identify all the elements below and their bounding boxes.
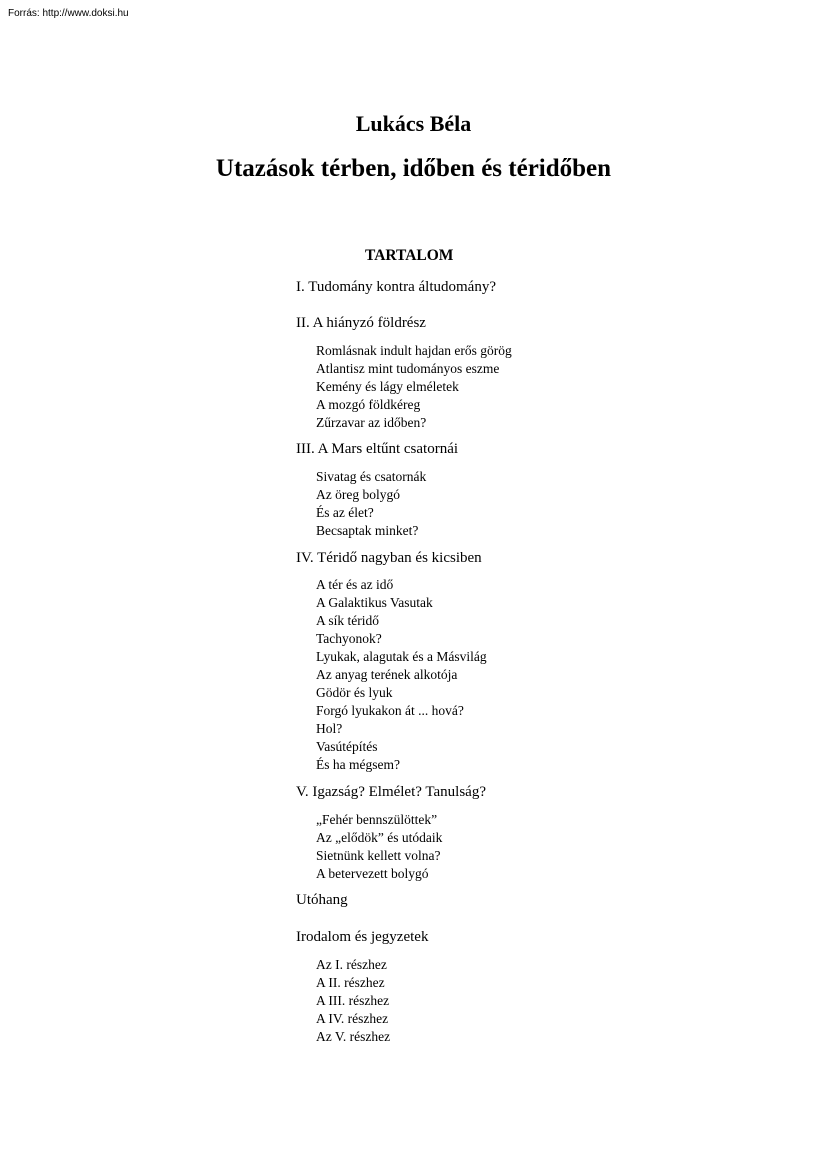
toc-item: Atlantisz mint tudományos eszme bbox=[316, 361, 500, 376]
toc-section-afterword: Utóhang bbox=[296, 892, 348, 908]
toc-item: Vasútépítés bbox=[316, 739, 378, 754]
toc-section-references: Irodalom és jegyzetek bbox=[296, 929, 429, 945]
toc-item: A IV. részhez bbox=[316, 1011, 389, 1026]
toc-item: Sivatag és csatornák bbox=[316, 469, 427, 484]
toc-item: Az „elődök” és utódaik bbox=[316, 830, 443, 845]
toc-section-1: I. Tudomány kontra áltudomány? bbox=[296, 279, 496, 295]
toc-item: Az I. részhez bbox=[316, 957, 387, 972]
toc-section-3: III. A Mars eltűnt csatornái bbox=[296, 441, 459, 457]
toc-item: És ha mégsem? bbox=[316, 757, 400, 772]
toc-item: Gödör és lyuk bbox=[316, 685, 393, 700]
toc-section-2: II. A hiányzó földrész bbox=[296, 315, 426, 331]
toc-item: A Galaktikus Vasutak bbox=[316, 595, 433, 610]
toc-item: A II. részhez bbox=[316, 975, 385, 990]
toc-section-4: IV. Téridő nagyban és kicsiben bbox=[296, 550, 482, 566]
toc-item: A III. részhez bbox=[316, 993, 390, 1008]
toc-item: Tachyonok? bbox=[316, 631, 382, 646]
toc-section-5: V. Igazság? Elmélet? Tanulság? bbox=[296, 784, 486, 800]
toc-item: Zűrzavar az időben? bbox=[316, 415, 427, 430]
document-title: Utazások térben, időben és téridőben bbox=[215, 155, 612, 182]
toc-item: Sietnünk kellett volna? bbox=[316, 848, 441, 863]
toc-item: A tér és az idő bbox=[316, 577, 394, 592]
toc-item: Forgó lyukakon át ... hová? bbox=[316, 703, 464, 718]
toc-item: A mozgó földkéreg bbox=[316, 397, 421, 412]
toc-item: Az V. részhez bbox=[316, 1029, 391, 1044]
toc-item: Lyukak, alagutak és a Másvilág bbox=[316, 649, 487, 664]
toc-item: Romlásnak indult hajdan erős görög bbox=[316, 343, 512, 358]
toc-item: Az anyag terének alkotója bbox=[316, 667, 458, 682]
source-line: Forrás: http://www.doksi.hu bbox=[8, 8, 129, 19]
author-name: Lukács Béla bbox=[355, 111, 472, 136]
toc-item: És az élet? bbox=[316, 505, 374, 520]
toc-item: Hol? bbox=[316, 721, 343, 736]
toc-item: „Fehér bennszülöttek” bbox=[316, 812, 438, 827]
toc-item: A sík téridő bbox=[316, 613, 379, 628]
toc-item: A betervezett bolygó bbox=[316, 866, 429, 881]
toc-item: Az öreg bolygó bbox=[316, 487, 400, 502]
toc-item: Becsaptak minket? bbox=[316, 523, 419, 538]
toc-heading: TARTALOM bbox=[365, 247, 454, 264]
toc-item: Kemény és lágy elméletek bbox=[316, 379, 459, 394]
